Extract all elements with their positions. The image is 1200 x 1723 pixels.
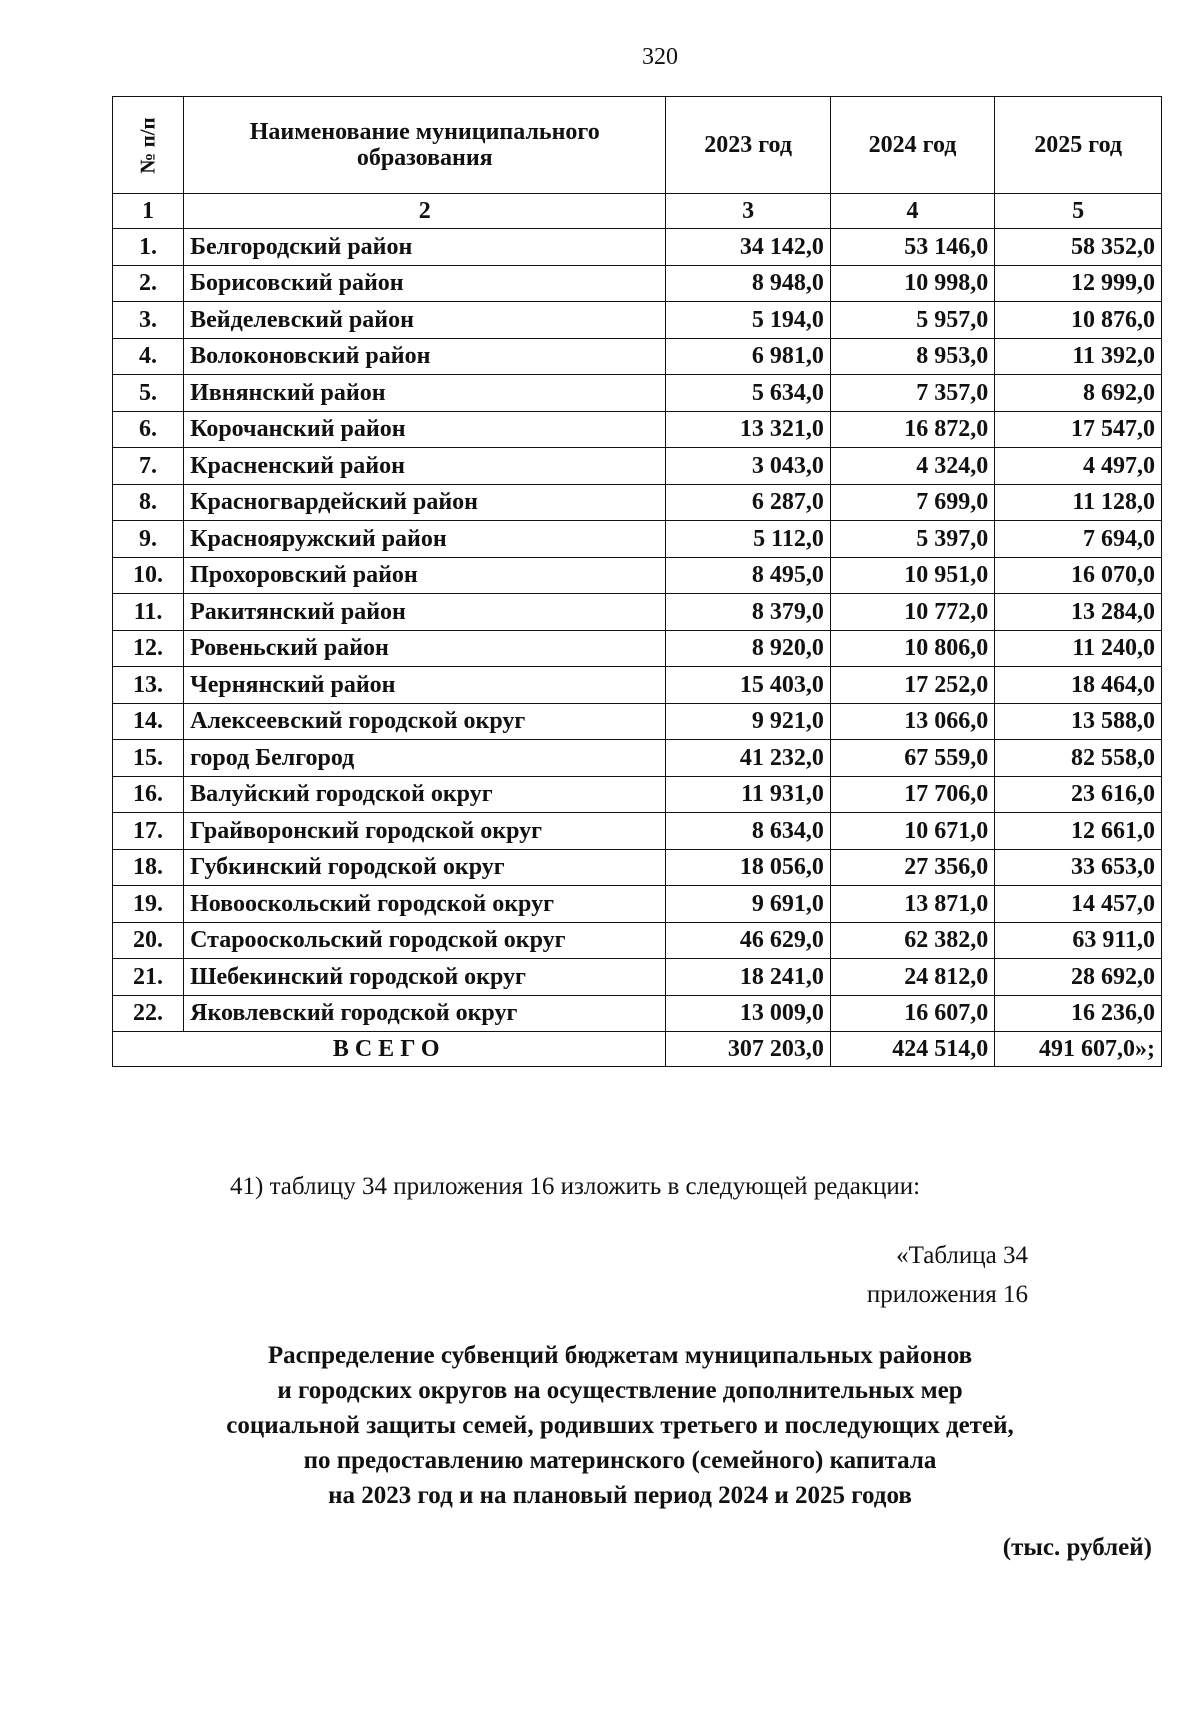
row-value-2024: 62 382,0 <box>830 922 994 959</box>
header-number: № п/п <box>113 97 184 194</box>
row-name: Красногвардейский район <box>184 484 666 521</box>
row-value-2025: 17 547,0 <box>995 411 1162 448</box>
row-number: 19. <box>113 886 184 923</box>
row-number: 20. <box>113 922 184 959</box>
row-value-2025: 33 653,0 <box>995 849 1162 886</box>
row-value-2024: 8 953,0 <box>830 338 994 375</box>
row-value-2025: 82 558,0 <box>995 740 1162 777</box>
column-number: 5 <box>995 194 1162 229</box>
row-number: 13. <box>113 667 184 704</box>
row-value-2025: 12 999,0 <box>995 265 1162 302</box>
row-value-2025: 11 240,0 <box>995 630 1162 667</box>
row-value-2024: 27 356,0 <box>830 849 994 886</box>
row-value-2023: 18 056,0 <box>666 849 830 886</box>
row-value-2024: 10 671,0 <box>830 813 994 850</box>
row-value-2024: 13 066,0 <box>830 703 994 740</box>
row-name: Губкинский городской округ <box>184 849 666 886</box>
row-value-2024: 7 357,0 <box>830 375 994 412</box>
subsidy-table <box>112 96 1162 1067</box>
table-reference <box>867 1237 1028 1315</box>
row-value-2024: 10 998,0 <box>830 265 994 302</box>
row-value-2025: 14 457,0 <box>995 886 1162 923</box>
row-value-2023: 15 403,0 <box>666 667 830 704</box>
table-row <box>113 375 1162 412</box>
row-name: Белгородский район <box>184 229 666 266</box>
row-value-2024: 10 951,0 <box>830 557 994 594</box>
row-value-2023: 41 232,0 <box>666 740 830 777</box>
row-value-2025: 4 497,0 <box>995 448 1162 485</box>
row-value-2023: 8 920,0 <box>666 630 830 667</box>
row-number: 7. <box>113 448 184 485</box>
row-value-2023: 8 634,0 <box>666 813 830 850</box>
row-value-2025: 11 392,0 <box>995 338 1162 375</box>
row-value-2025: 11 128,0 <box>995 484 1162 521</box>
row-value-2024: 17 252,0 <box>830 667 994 704</box>
table-row <box>113 922 1162 959</box>
row-value-2023: 11 931,0 <box>666 776 830 813</box>
table-header-row <box>113 97 1162 194</box>
row-number: 9. <box>113 521 184 558</box>
row-name: Чернянский район <box>184 667 666 704</box>
table-row <box>113 557 1162 594</box>
row-value-2023: 9 691,0 <box>666 886 830 923</box>
row-number: 6. <box>113 411 184 448</box>
table-row <box>113 667 1162 704</box>
row-number: 17. <box>113 813 184 850</box>
row-value-2023: 34 142,0 <box>666 229 830 266</box>
row-name: Яковлевский городской округ <box>184 995 666 1032</box>
title-line: Распределение субвенций бюджетам муниципальных районов <box>267 1342 973 1369</box>
row-number: 11. <box>113 594 184 631</box>
row-number: 3. <box>113 302 184 339</box>
page-number: 320 <box>642 44 678 70</box>
row-number: 12. <box>113 630 184 667</box>
row-value-2025: 63 911,0 <box>995 922 1162 959</box>
row-value-2023: 5 634,0 <box>666 375 830 412</box>
row-value-2024: 10 806,0 <box>830 630 994 667</box>
column-numbers-row <box>113 194 1162 229</box>
row-number: 21. <box>113 959 184 996</box>
table-row <box>113 521 1162 558</box>
header-name: Наименование муниципального образования <box>184 97 666 194</box>
row-name: Корочанский район <box>184 411 666 448</box>
row-value-2025: 16 236,0 <box>995 995 1162 1032</box>
row-value-2023: 46 629,0 <box>666 922 830 959</box>
row-value-2024: 67 559,0 <box>830 740 994 777</box>
row-name: Новооскольский городской округ <box>184 886 666 923</box>
row-value-2025: 28 692,0 <box>995 959 1162 996</box>
title-line: по предоставлению материнского (семейного) капитала <box>303 1447 937 1474</box>
row-value-2023: 8 495,0 <box>666 557 830 594</box>
row-number: 8. <box>113 484 184 521</box>
row-value-2023: 8 379,0 <box>666 594 830 631</box>
title-line: и городских округов на осуществление дополнительных мер <box>277 1377 963 1404</box>
total-row <box>113 1032 1162 1067</box>
table-row <box>113 703 1162 740</box>
table-row <box>113 484 1162 521</box>
column-number: 2 <box>184 194 666 229</box>
table-row <box>113 740 1162 777</box>
row-value-2024: 13 871,0 <box>830 886 994 923</box>
table-reference-line: приложения 16 <box>866 1280 1028 1308</box>
row-number: 10. <box>113 557 184 594</box>
row-value-2025: 58 352,0 <box>995 229 1162 266</box>
column-number: 1 <box>113 194 184 229</box>
row-value-2024: 53 146,0 <box>830 229 994 266</box>
row-number: 2. <box>113 265 184 302</box>
table-row <box>113 813 1162 850</box>
row-value-2024: 16 872,0 <box>830 411 994 448</box>
header-2025: 2025 год <box>995 97 1162 194</box>
row-value-2024: 10 772,0 <box>830 594 994 631</box>
title-line: социальной защиты семей, родивших третьего и последующих детей, <box>226 1412 1014 1439</box>
header-2024: 2024 год <box>830 97 994 194</box>
row-name: Ивнянский район <box>184 375 666 412</box>
row-value-2024: 5 397,0 <box>830 521 994 558</box>
row-value-2023: 3 043,0 <box>666 448 830 485</box>
row-number: 4. <box>113 338 184 375</box>
units-label: (тыс. рублей) <box>1002 1534 1152 1561</box>
row-value-2025: 8 692,0 <box>995 375 1162 412</box>
table-row <box>113 302 1162 339</box>
row-value-2023: 5 112,0 <box>666 521 830 558</box>
table-row <box>113 448 1162 485</box>
row-value-2023: 13 321,0 <box>666 411 830 448</box>
row-name: Волоконовский район <box>184 338 666 375</box>
row-name: Краснояружский район <box>184 521 666 558</box>
instruction-text: 41) таблицу 34 приложения 16 изложить в следующей редакции: <box>230 1173 921 1200</box>
column-number: 4 <box>830 194 994 229</box>
column-number: 3 <box>666 194 830 229</box>
row-number: 22. <box>113 995 184 1032</box>
table-row <box>113 594 1162 631</box>
row-number: 14. <box>113 703 184 740</box>
row-value-2025: 16 070,0 <box>995 557 1162 594</box>
table-row <box>113 229 1162 266</box>
document-title <box>150 1338 1090 1513</box>
table-row <box>113 338 1162 375</box>
table-row <box>113 995 1162 1032</box>
row-name: город Белгород <box>184 740 666 777</box>
row-number: 18. <box>113 849 184 886</box>
table-row <box>113 630 1162 667</box>
table-row <box>113 849 1162 886</box>
row-value-2025: 13 588,0 <box>995 703 1162 740</box>
row-name: Красненский район <box>184 448 666 485</box>
row-value-2023: 13 009,0 <box>666 995 830 1032</box>
total-2024: 424 514,0 <box>830 1032 994 1067</box>
row-value-2024: 5 957,0 <box>830 302 994 339</box>
row-name: Ровеньский район <box>184 630 666 667</box>
row-value-2024: 17 706,0 <box>830 776 994 813</box>
row-number: 5. <box>113 375 184 412</box>
total-2025: 491 607,0»; <box>995 1032 1162 1067</box>
total-2023: 307 203,0 <box>666 1032 830 1067</box>
row-value-2025: 7 694,0 <box>995 521 1162 558</box>
row-name: Шебекинский городской округ <box>184 959 666 996</box>
row-value-2023: 18 241,0 <box>666 959 830 996</box>
table-reference-line: «Таблица 34 <box>896 1242 1028 1269</box>
row-value-2023: 8 948,0 <box>666 265 830 302</box>
row-value-2024: 24 812,0 <box>830 959 994 996</box>
row-value-2025: 23 616,0 <box>995 776 1162 813</box>
row-name: Грайворонский городской округ <box>184 813 666 850</box>
row-name: Алексеевский городской округ <box>184 703 666 740</box>
header-2023: 2023 год <box>666 97 830 194</box>
row-value-2023: 9 921,0 <box>666 703 830 740</box>
table-row <box>113 959 1162 996</box>
row-value-2025: 13 284,0 <box>995 594 1162 631</box>
row-number: 1. <box>113 229 184 266</box>
row-number: 15. <box>113 740 184 777</box>
row-value-2025: 12 661,0 <box>995 813 1162 850</box>
row-value-2023: 6 981,0 <box>666 338 830 375</box>
row-value-2023: 6 287,0 <box>666 484 830 521</box>
row-name: Прохоровский район <box>184 557 666 594</box>
table-row <box>113 411 1162 448</box>
row-value-2023: 5 194,0 <box>666 302 830 339</box>
row-value-2025: 18 464,0 <box>995 667 1162 704</box>
title-line: на 2023 год и на плановый период 2024 и 2025 годов <box>328 1482 912 1509</box>
table-row <box>113 265 1162 302</box>
row-value-2024: 7 699,0 <box>830 484 994 521</box>
row-name: Ракитянский район <box>184 594 666 631</box>
row-name: Старооскольский городской округ <box>184 922 666 959</box>
row-name: Борисовский район <box>184 265 666 302</box>
row-number: 16. <box>113 776 184 813</box>
total-label: ВСЕГО <box>113 1032 666 1067</box>
table-row <box>113 886 1162 923</box>
row-value-2024: 16 607,0 <box>830 995 994 1032</box>
row-value-2025: 10 876,0 <box>995 302 1162 339</box>
table-row <box>113 776 1162 813</box>
row-value-2024: 4 324,0 <box>830 448 994 485</box>
row-name: Валуйский городской округ <box>184 776 666 813</box>
row-name: Вейделевский район <box>184 302 666 339</box>
